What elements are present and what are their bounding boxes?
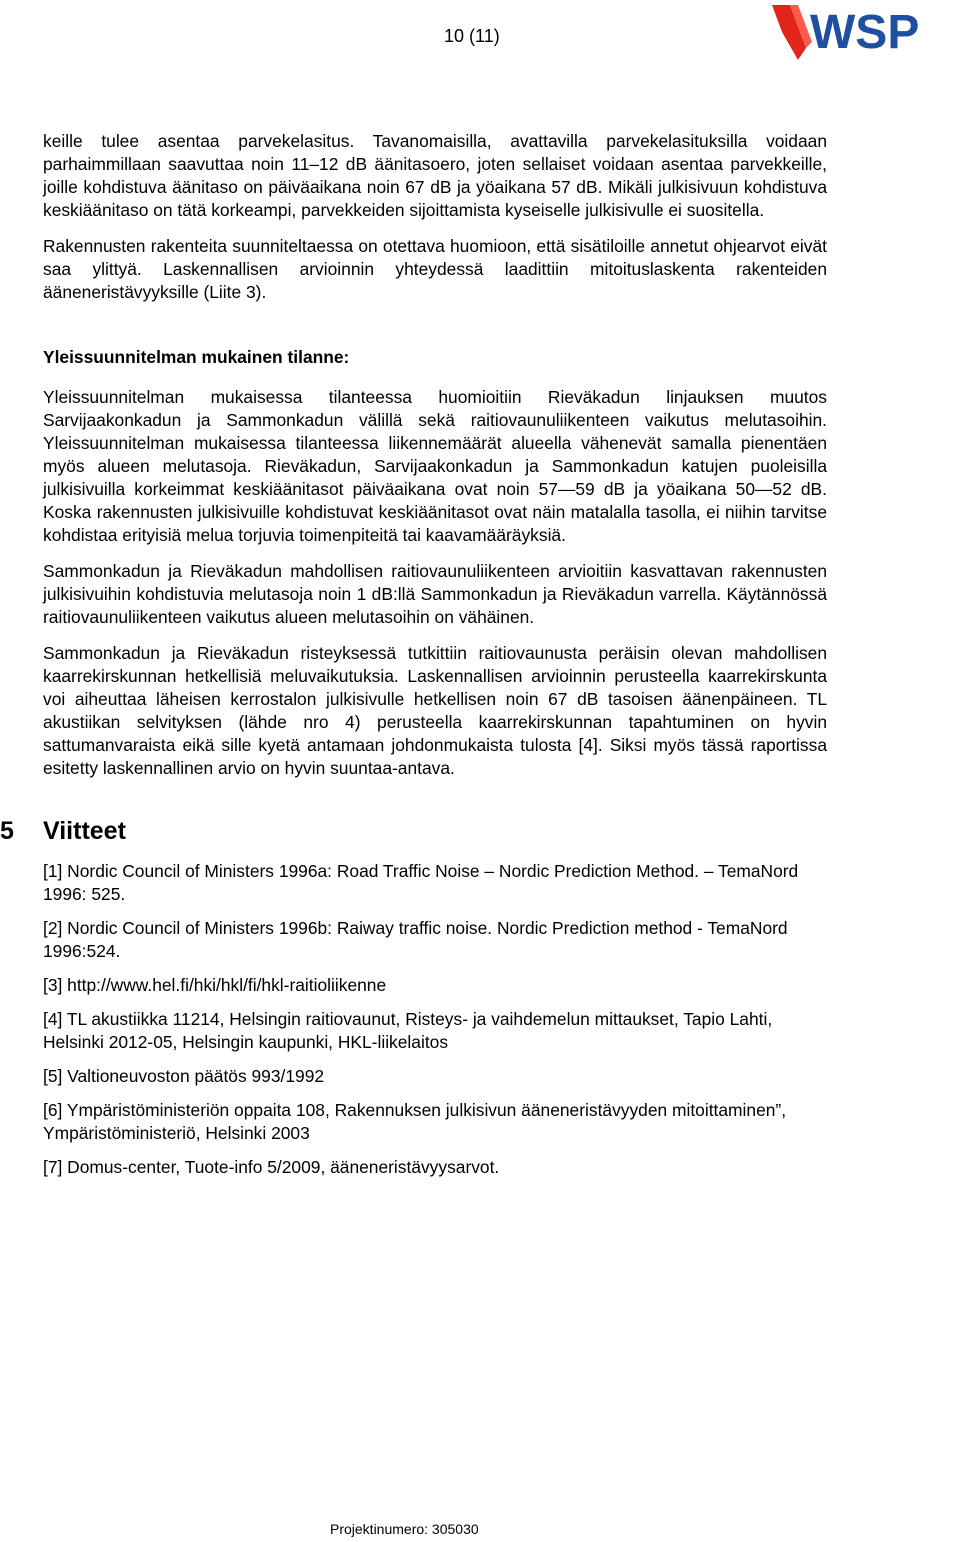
- reference-item: [5] Valtioneuvoston päätös 993/1992: [43, 1066, 325, 1086]
- paragraph-tram-traffic: Sammonkadun ja Rieväkadun mahdollisen raitiovaunuliikenteen arvioitiin kasvattavan rakennusten julkisivuihin kohdistuvia melutasoja noin 1 dB:llä Sammonkadun ja Rieväkadun varrella. Käytännössä raitiovaunuliikenteen vaikutus alueen melutasoihin on vähäinen.: [43, 561, 827, 627]
- footer-project-number: Projektinumero: 305030: [330, 1521, 479, 1537]
- reference-item-link[interactable]: [3] http://www.hel.fi/hki/hkl/fi/hkl-raitioliikenne: [43, 975, 387, 995]
- paragraph-structures: Rakennusten rakenteita suunniteltaessa on otettava huomioon, että sisätiloille annetut ohjearvot eivät saa ylittyä. Laskennallisen arvioinnin yhteydessä laadittiin mitoituslaskenta rakenteiden ääneneristävyyksille (Liite 3).: [43, 236, 827, 302]
- reference-item: [7] Domus-center, Tuote-info 5/2009, ääneneristävyysarvot.: [43, 1157, 500, 1177]
- reference-item: [4] TL akustiikka 11214, Helsingin raitiovaunut, Risteys- ja vaihdemelun mittaukset, Tapio Lahti, Helsinki 2012-05, Helsingin kaupunki, HKL-liikelaitos: [43, 1009, 773, 1052]
- paragraph-curve-squeal: Sammonkadun ja Rieväkadun risteyksessä tutkittiin raitiovaunusta peräisin olevan mahdollisen kaarrekirskunnan hetkellisiä meluvaikutuksia. Laskennallisen arvioinnin perusteella kaarrekirskunta voi aiheuttaa läheisen kerrostalon julkisivulle hetkellisen noin 67 dB tasoisen äänenpäineen. TL akustiikan selvityksen (lähde nro 4) perusteella kaarrekirskunnan tapahtuminen on hyvin sattumanvaraista eikä sille kyetä antamaan johdonmukaista tulosta [4]. Siksi myös tässä raportissa esitetty laskennallinen arvio on hyvin suuntaa-antava.: [43, 643, 827, 778]
- section-title: Viitteet: [43, 817, 126, 845]
- section-number: 5: [0, 817, 14, 845]
- page-content: [0, 130, 827, 1190]
- section-heading-references: [0, 816, 827, 846]
- reference-item: [6] Ympäristöministeriön oppaita 108, Rakennuksen julkisivun ääneneristävyyden mitoittaminen”, Ympäristöministeriö, Helsinki 2003: [43, 1100, 787, 1143]
- paragraph-master-plan-situation: Yleissuunnitelman mukaisessa tilanteessa huomioitiin Rieväkadun linjauksen muutos Sarvijaakonkadun ja Sammonkadun välillä sekä raitiovaunuliikenteen vaikutus melutasoihin. Yleissuunnitelman mukaisessa tilanteessa liikennemäärät alueella vähenevät samalla pienentäen myös alueen melutasoja. Rieväkadun, Sarvijaakonkadun ja Sammonkadun katujen puoleisilla julkisivuilla korkeimmat keskiäänitasot päiväaikana ovat noin 57—59 dB ja yöaikana 50—52 dB. Koska rakennusten julkisivuille kohdistuvat keskiäänitasot ovat näin matalalla tasolla, ei niihin tarvitse kohdistaa erityisiä melua torjuvia toimenpiteitä tai kaavamääräyksiä.: [43, 387, 827, 545]
- subheading-master-plan: Yleissuunnitelman mukainen tilanne:: [43, 347, 350, 367]
- logo-text: WSP: [810, 6, 920, 59]
- page-number: 10 (11): [444, 26, 500, 46]
- paragraph-balcony-glazing: keille tulee asentaa parvekelasitus. Tavanomaisilla, avattavilla parvekelasituksilla voidaan parhaimmillaan saavuttaa noin 11–12 dB äänitasoero, joten sellaiset voidaan asentaa parvekkeille, joille kohdistuva äänitaso on päiväaikana noin 67 dB ja yöaikana 57 dB. Mikäli julkisivuun kohdistuva keskiäänitaso on tätä korkeampi, parvekkeiden sijoittamista kyseiselle julkisivulle ei suositella.: [43, 131, 827, 220]
- wsp-logo: [764, 2, 960, 62]
- reference-item: [1] Nordic Council of Ministers 1996a: Road Traffic Noise – Nordic Prediction Method. – TemaNord 1996: 525.: [43, 861, 799, 904]
- reference-item: [2] Nordic Council of Ministers 1996b: Raiway traffic noise. Nordic Prediction method - TemaNord 1996:524.: [43, 918, 788, 961]
